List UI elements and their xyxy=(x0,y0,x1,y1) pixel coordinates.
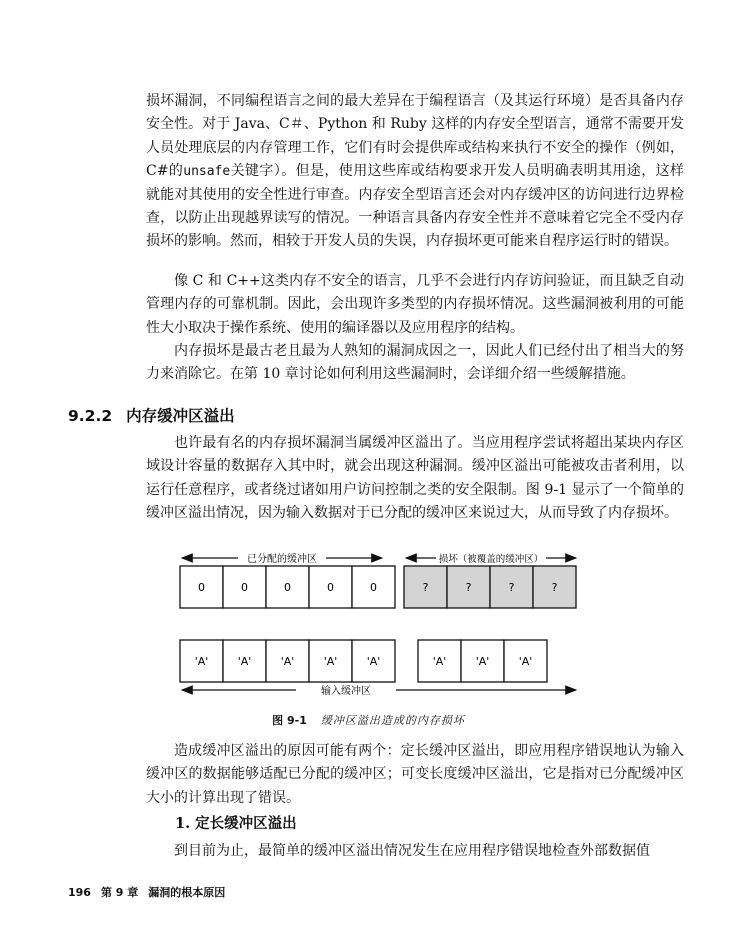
input-buffer-label: 输入缓冲区 xyxy=(321,686,371,697)
input-buffer-value: 'A' xyxy=(475,655,490,668)
buffer-overflow-diagram xyxy=(178,548,580,708)
page-number: 196 xyxy=(68,886,91,899)
allocated-buffer-value: 0 xyxy=(241,581,248,594)
paragraph-overflow-causes: 造成缓冲区溢出的原因可能有两个：定长缓冲区溢出，即应用程序错误地认为输入缓冲区的数据能够适配已分配的缓冲区；可变长度缓冲区溢出，它是指对已分配缓冲区大小的计算出现了错误。 xyxy=(146,743,684,806)
paragraph-mitigations: 内存损坏是最古老且最为人熟知的漏洞成因之一，因此人们已经付出了相当大的努力来消除它。在第 10 章讨论如何利用这些漏洞时，会详细介绍一些缓解措施。 xyxy=(146,343,684,383)
allocated-buffer-value: 0 xyxy=(327,581,334,594)
footer-chapter-title: 漏洞的根本原因 xyxy=(148,886,226,899)
figure-buffer-overflow xyxy=(178,548,580,708)
allocated-buffer-value: 0 xyxy=(370,581,377,594)
input-buffer-value: 'A' xyxy=(280,655,295,668)
input-buffer-value: 'A' xyxy=(323,655,338,668)
paragraph-fixed-length-intro: 到目前为止，最简单的缓冲区溢出情况发生在应用程序错误地检查外部数据值 xyxy=(174,843,650,859)
corrupted-buffer-label: 损坏（被覆盖的缓冲区） xyxy=(438,554,544,565)
corrupted-buffer-row xyxy=(404,566,576,608)
code-keyword-unsafe: unsafe xyxy=(183,164,231,180)
paragraph-buffer-overflow: 也许最有名的内存损坏漏洞当属缓冲区溢出了。当应用程序尝试将超出某块内存区域设计容量的数据存入其中时，就会出现这种漏洞。缓冲区溢出可能被攻击者利用，以运行任意程序，或者绕过诸如用户访问控制之类的安全限制。图 9-1 显示了一个简单的缓冲区溢出情况，因为输入数据对于已分配的缓冲区来说过大，从而导致了内存损坏。 xyxy=(146,435,684,522)
subsection-heading: 1. 定长缓冲区溢出 xyxy=(175,815,297,832)
input-buffer-value: 'A' xyxy=(518,655,533,668)
allocated-buffer-label: 已分配的缓冲区 xyxy=(247,554,317,565)
section-number: 9.2.2 xyxy=(68,407,113,425)
figure-caption-text: 缓冲区溢出造成的内存损坏 xyxy=(320,714,465,727)
allocated-buffer-value: 0 xyxy=(198,581,205,594)
input-buffer-row-right xyxy=(418,640,547,682)
corrupted-buffer-value: ? xyxy=(422,581,429,594)
footer-chapter: 第 9 章 xyxy=(100,886,139,899)
corrupted-buffer-value: ? xyxy=(465,581,472,594)
input-buffer-value: 'A' xyxy=(432,655,447,668)
section-title: 内存缓冲区溢出 xyxy=(126,407,235,425)
input-buffer-row-left xyxy=(180,640,395,682)
allocated-buffer-row xyxy=(180,566,395,608)
allocated-buffer-arrow xyxy=(182,552,382,565)
paragraph-unsafe-languages: 像 C 和 C++这类内存不安全的语言，几乎不会进行内存访问验证，而且缺乏自动管理内存的可靠机制。因此，会出现许多类型的内存损坏情况。这些漏洞被利用的可能性大小取决于操作系统、使用的编译器以及应用程序的结构。 xyxy=(146,273,684,336)
corrupted-buffer-value: ? xyxy=(551,581,558,594)
corrupted-buffer-value: ? xyxy=(508,581,515,594)
section-heading xyxy=(68,404,235,426)
input-buffer-value: 'A' xyxy=(366,655,381,668)
allocated-buffer-value: 0 xyxy=(284,581,291,594)
input-buffer-value: 'A' xyxy=(194,655,209,668)
page-footer xyxy=(68,884,235,900)
figure-caption-number: 图 9-1 xyxy=(272,714,307,727)
paragraph-memory-safety: 损坏漏洞，不同编程语言之间的最大差异在于编程语言（及其运行环境）是否具备内存安全性。对于 Java、C＃、Python 和 Ruby 这样的内存安全型语言，通常不需要开发人员处理底层的内存管理工作，它们有时会提供库或结构来执行不安全的操作（例如，C#的unsafe关键字）。但是，使用这些库或结构要求开发人员明确表明其用途，这样就能对其使用的安全性进行审查。内存安全型语言还会对内存缓冲区的访问进行边界检查，以防止出现越界读写的情况。一种语言具备内存安全性并不意味着它完全不受内存损坏的影响。然而，相较于开发人员的失误，内存损坏更可能来自程序运行时的错误。 xyxy=(146,93,684,250)
input-buffer-value: 'A' xyxy=(237,655,252,668)
figure-caption xyxy=(0,712,737,728)
input-buffer-arrow xyxy=(182,684,576,697)
corrupted-buffer-arrow xyxy=(406,553,576,565)
